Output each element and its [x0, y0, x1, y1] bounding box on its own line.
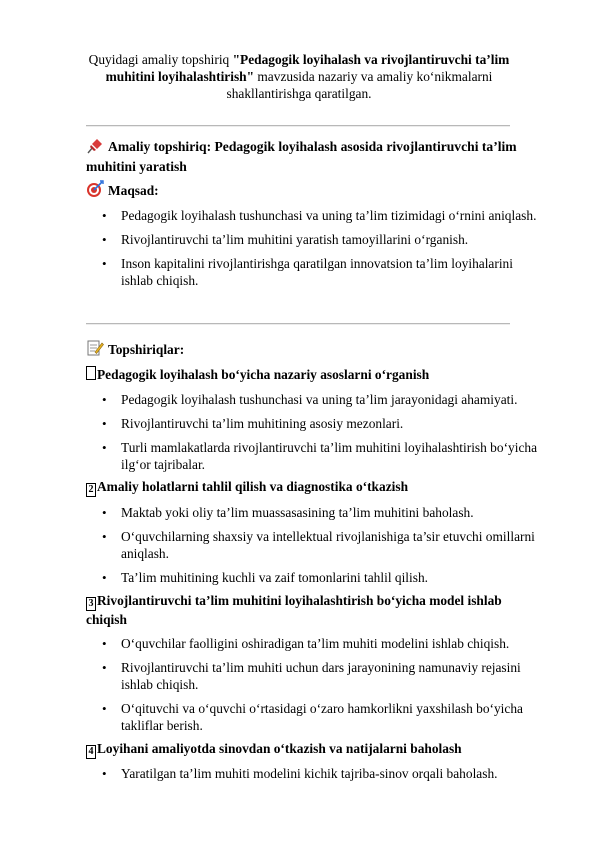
list-item: • Ta’lim muhitining kuchli va zaif tomonlarini tahlil qilish.	[86, 569, 546, 586]
section-1-list	[86, 391, 546, 480]
list-item: • Rivojlantiruvchi ta’lim muhitini yaratish tamoyillarini o‘rganish.	[86, 231, 546, 248]
list-item: • O‘quvchilarning shaxsiy va intellektual rivojlanishiga ta’sir etuvchi omillarni aniqlash.	[86, 528, 546, 562]
section-3-heading	[86, 592, 526, 628]
list-item: • Inson kapitalini rivojlantirishga qaratilgan innovatsion ta’lim loyihalarini ishlab chiqish.	[86, 255, 546, 289]
number-box-3: 3	[86, 597, 96, 611]
list-item: • Rivojlantiruvchi ta’lim muhiti uchun dars jarayonining namunaviy rejasini ishlab chiqish.	[86, 659, 546, 693]
section-4-title: Loyihani amaliyotda sinovdan o‘tkazish va natijalarni baholash	[97, 741, 462, 756]
list-item: • Maktab yoki oliy ta’lim muassasasining ta’lim muhitini baholash.	[86, 504, 546, 521]
list-item: • Turli mamlakatlarda rivojlantiruvchi ta’lim muhitini loyihalashtirish bo‘yicha ilg‘or tajribalar.	[86, 439, 546, 473]
tasks-title: Topshiriqlar:	[108, 342, 185, 357]
task-heading	[86, 138, 526, 175]
section-2-list	[86, 504, 546, 593]
intro-text-before: Quyidagi amaliy topshiriq	[88, 52, 233, 67]
section-3-list	[86, 635, 546, 741]
goal-heading	[86, 180, 526, 202]
number-box-2: 2	[86, 483, 96, 497]
goal-title: Maqsad:	[108, 183, 159, 198]
goal-list	[86, 207, 546, 296]
task-title: Amaliy topshiriq: Pedagogik loyihalash asosida rivojlantiruvchi ta’lim muhitini yaratish	[86, 139, 517, 174]
pushpin-icon	[86, 138, 104, 158]
section-3-title: Rivojlantiruvchi ta’lim muhitini loyihalashtirish bo‘yicha model ishlab chiqish	[86, 593, 502, 627]
list-item: • O‘qituvchi va o‘quvchi o‘rtasidagi o‘zaro hamkorlikni yaxshilash bo‘yicha takliflar berish.	[86, 700, 546, 734]
section-1-heading	[86, 366, 526, 383]
section-4-heading	[86, 740, 526, 759]
divider-top	[86, 125, 510, 127]
divider-middle	[86, 323, 510, 325]
intro-text-after: mavzusida nazariy va amaliy ko‘nikmalarni shakllantirishga qaratilgan.	[226, 69, 493, 101]
tasks-heading	[86, 339, 526, 361]
target-icon	[86, 180, 104, 202]
number-box-4: 4	[86, 745, 96, 759]
section-4-list	[86, 765, 546, 789]
section-2-title: Amaliy holatlarni tahlil qilish va diagnostika o‘tkazish	[97, 479, 409, 494]
section-1-title: Pedagogik loyihalash bo‘yicha nazariy asoslarni o‘rganish	[97, 367, 430, 382]
list-item: • Pedagogik loyihalash tushunchasi va uning ta’lim tizimidagi o‘rnini aniqlash.	[86, 207, 546, 224]
memo-icon	[86, 339, 104, 361]
intro-topic-bold: "Pedagogik loyihalash va rivojlantiruvchi ta’lim muhitini loyihalashtirish"	[105, 52, 510, 84]
number-box-1	[86, 366, 96, 380]
section-2-heading	[86, 478, 526, 497]
list-item: • Yaratilgan ta’lim muhiti modelini kichik tajriba-sinov orqali baholash.	[86, 765, 546, 782]
intro-paragraph	[86, 51, 512, 102]
list-item: • Rivojlantiruvchi ta’lim muhitining asosiy mezonlari.	[86, 415, 546, 432]
list-item: • O‘quvchilar faolligini oshiradigan ta’lim muhiti modelini ishlab chiqish.	[86, 635, 546, 652]
list-item: • Pedagogik loyihalash tushunchasi va uning ta’lim jarayonidagi ahamiyati.	[86, 391, 546, 408]
